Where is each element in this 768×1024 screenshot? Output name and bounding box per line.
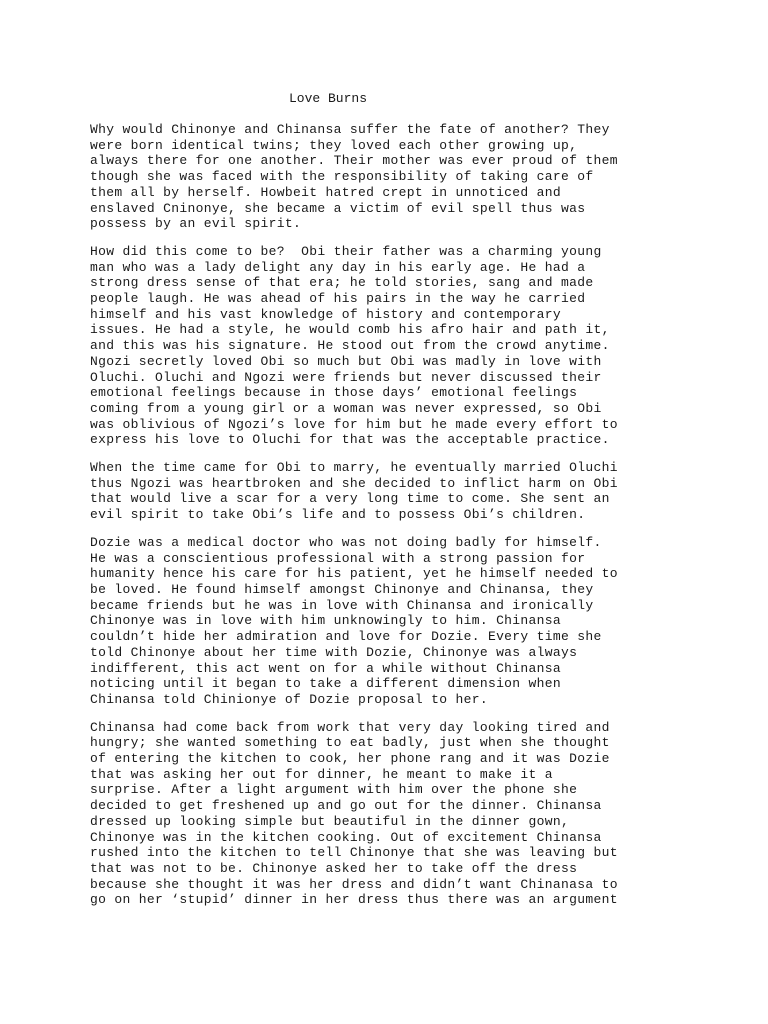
document-title: Love Burns <box>289 91 368 106</box>
text-line: indifferent, this act went on for a while without Chinansa <box>90 660 562 676</box>
text-line: of entering the kitchen to cook, her phone rang and it was Dozie <box>90 751 610 767</box>
text-line: became friends but he was in love with Chinansa and ironically <box>90 597 594 613</box>
text-line: them all by herself. Howbeit hatred crept in unnoticed and <box>90 184 562 200</box>
text-line: decided to get freshened up and go out for the dinner. Chinansa <box>90 798 602 814</box>
text-line: was oblivious of Ngozi’s love for him but he made every effort to <box>90 416 618 432</box>
text-line: rushed into the kitchen to tell Chinonye that she was leaving but <box>90 845 618 861</box>
text-line: Chinonye was in the kitchen cooking. Out of excitement Chinansa <box>90 829 602 845</box>
text-line: Ngozi secretly loved Obi so much but Obi was madly in love with <box>90 353 602 369</box>
text-line: and this was his signature. He stood out from the crowd anytime. <box>90 338 610 354</box>
text-line: He was a conscientious professional with a strong passion for <box>90 550 586 566</box>
text-line: because she thought it was her dress and didn’t want Chinanasa to <box>90 876 618 892</box>
text-line: Chinonye was in love with him unknowingly to him. Chinansa <box>90 613 562 629</box>
paragraph <box>90 244 730 448</box>
text-line: strong dress sense of that era; he told stories, sang and made <box>90 275 594 291</box>
text-line: Dozie was a medical doctor who was not doing badly for himself. <box>90 534 602 550</box>
text-line: thus Ngozi was heartbroken and she decided to inflict harm on Obi <box>90 475 618 491</box>
text-line: be loved. He found himself amongst Chinonye and Chinansa, they <box>90 581 594 597</box>
text-line: enslaved Cninonye, she became a victim of evil spell thus was <box>90 200 586 216</box>
text-line: Why would Chinonye and Chinansa suffer the fate of another? They <box>90 122 610 137</box>
text-line: that was not to be. Chinonye asked her to take off the dress <box>90 860 578 876</box>
text-line: humanity hence his care for his patient, yet he himself needed to <box>90 566 618 582</box>
text-line: evil spirit to take Obi’s life and to possess Obi’s children. <box>90 507 586 523</box>
text-line: express his love to Oluchi for that was the acceptable practice. <box>90 432 610 448</box>
text-line: Chinansa told Chinionye of Dozie proposal to her. <box>90 691 488 707</box>
text-line: himself and his vast knowledge of history and contemporary <box>90 306 562 322</box>
paragraph <box>90 720 730 908</box>
text-line: issues. He had a style, he would comb his afro hair and path it, <box>90 322 610 338</box>
text-line: possess by an evil spirit. <box>90 216 302 232</box>
text-line: coming from a young girl or a woman was never expressed, so Obi <box>90 400 602 416</box>
text-line: Oluchi. Oluchi and Ngozi were friends but never discussed their <box>90 369 602 385</box>
paragraph <box>90 460 730 523</box>
text-line: though she was faced with the responsibility of taking care of <box>90 169 594 185</box>
text-line: When the time came for Obi to marry, he eventually married Oluchi <box>90 460 618 476</box>
paragraph <box>90 122 730 232</box>
text-line: that was asking her out for dinner, he meant to make it a <box>90 766 553 782</box>
text-line: noticing until it began to take a different dimension when <box>90 676 562 692</box>
text-line: emotional feelings because in those days’ emotional feelings <box>90 385 578 401</box>
text-line: always there for one another. Their mother was ever proud of them <box>90 153 618 169</box>
text-line: couldn’t hide her admiration and love for Dozie. Every time she <box>90 629 602 645</box>
text-line: hungry; she wanted something to eat badly, just when she thought <box>90 735 610 751</box>
text-line: go on her ‘stupid’ dinner in her dress thus there was an argument <box>90 892 618 908</box>
text-line: people laugh. He was ahead of his pairs in the way he carried <box>90 291 586 307</box>
document-body <box>90 122 730 920</box>
text-line: dressed up looking simple but beautiful in the dinner gown, <box>90 813 570 829</box>
paragraph <box>90 535 730 708</box>
text-line: man who was a lady delight any day in his early age. He had a <box>90 259 586 275</box>
text-line: that would live a scar for a very long time to come. She sent an <box>90 491 610 507</box>
text-line: told Chinonye about her time with Dozie, Chinonye was always <box>90 644 578 660</box>
text-line: How did this come to be? Obi their father was a charming young <box>90 243 602 259</box>
text-line: were born identical twins; they loved each other growing up, <box>90 137 578 153</box>
text-line: surprise. After a light argument with him over the phone she <box>90 782 578 798</box>
text-line: Chinansa had come back from work that very day looking tired and <box>90 719 610 735</box>
